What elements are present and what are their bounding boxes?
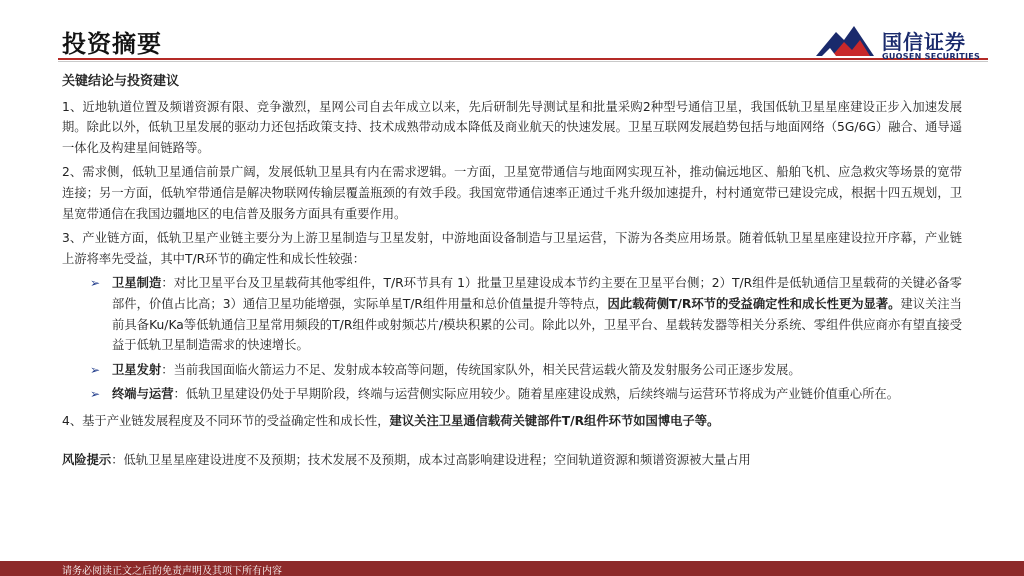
bullet-text: ：当前我国面临火箭运力不足、发射成本较高等问题，传统国家队外，相关民营运载火箭及发射服务公司正逐步发展。 (161, 362, 801, 377)
arrow-bullet-icon: ➢ (90, 362, 101, 377)
arrow-bullet-icon: ➢ (90, 387, 101, 402)
bullet-text-bold: 因此载荷侧T/R环节的受益确定性和成长性更为显著。 (607, 296, 901, 311)
logo-text-en: GUOSEN SECURITIES (882, 52, 981, 61)
bullet-title: 卫星发射 (112, 362, 162, 377)
bullet-text: ：对比卫星平台及卫星载荷其他零组件，T/R环节具有 1）批量卫星建设成本节约主要在卫星平台侧；2）T/R组件是低轨通信卫星载荷的关键必备零部件，价值占比高；3）通信卫星功能增强，实际单星T/R组件用量和总价值量提升等特点， (112, 276, 962, 311)
risk-warning (62, 450, 962, 471)
list-item-satellite-manufacturing (90, 273, 962, 355)
bullet-title: 终端与运营 (112, 387, 174, 402)
bullet-title: 卫星制造 (112, 276, 162, 291)
bullet-text: ：低轨卫星建设仍处于早期阶段，终端与运营侧实际应用较少。随着星座建设成熟，后续终端与运营环节将成为产业链价值重心所在。 (173, 387, 900, 402)
risk-text: ：低轨卫星星座建设进度不及预期；技术发展不及预期，成本过高影响建设进程；空间轨道资源和频谱资源被大量占用 (111, 452, 751, 467)
guosen-logo-icon (812, 22, 878, 62)
paragraph-2: 2、需求侧，低轨卫星通信前景广阔，发展低轨卫星具有内在需求逻辑。一方面，卫星宽带通信与地面网实现互补，推动偏远地区、船舶飞机、应急救灾等场景的宽带连接；另一方面，低轨窄带通信是解决物联网传输层覆盖瓶颈的有效手段。我国宽带通信速率正通过千兆升级加速提升，村村通宽带已建设完成，根据十四五规划，卫星宽带通信在我国边疆地区的电信普及服务方面具有重要作用。 (62, 165, 962, 221)
risk-label: 风险提示 (62, 452, 112, 467)
bullet-text-after: 建议关注当前具备Ku/Ka等低轨通信卫星常用频段的T/R组件或射频芯片/模块积累的公司。除此以外，卫星平台、星载转发器等相关分系统、零组件供应商亦有望直接受益于低轨卫星制造需求的快速增长。 (112, 296, 962, 353)
paragraph-1: 1、近地轨道位置及频谱资源有限、竞争激烈，星网公司自去年成立以来，先后研制先导测试星和批量采购2种型号通信卫星，我国低轨卫星星座建设正步入加速发展期。除此以外，低轨卫星发展的驱动力还包括政策支持、技术成熟带动成本降低及商业航天的快速发展。卫星互联网发展趋势包括与地面网络（5G/6G）融合、通导遥一体化及构建星间链路等。 (62, 99, 962, 155)
list-item-terminal-operation (90, 384, 962, 405)
arrow-bullet-icon: ➢ (90, 276, 101, 291)
header (0, 0, 1024, 64)
list-item-satellite-launch (90, 360, 962, 381)
footer-disclaimer: 请务必阅读正文之后的免责声明及其项下所有内容 (62, 566, 282, 576)
paragraph-4-recommendation: 建议关注卫星通信载荷关键部件T/R组件环节如国博电子等。 (389, 413, 720, 428)
logo-text-cn: 国信证券 (882, 30, 966, 54)
footer-bar (0, 561, 1024, 576)
guosen-logo (812, 22, 992, 62)
section-heading: 关键结论与投资建议 (62, 74, 180, 89)
industry-chain-list (90, 273, 962, 405)
summary-content (62, 72, 962, 474)
page-title: 投资摘要 (62, 30, 162, 58)
paragraph-4-text: 4、基于产业链发展程度及不同环节的受益确定性和成长性， (62, 413, 390, 428)
paragraph-4 (62, 411, 962, 432)
paragraph-3: 3、产业链方面，低轨卫星产业链主要分为上游卫星制造与卫星发射，中游地面设备制造与卫星运营，下游为各类应用场景。随着低轨卫星星座建设拉开序幕，产业链上游将率先受益，其中T/R环节的确定性和成长性较强： (62, 231, 962, 266)
